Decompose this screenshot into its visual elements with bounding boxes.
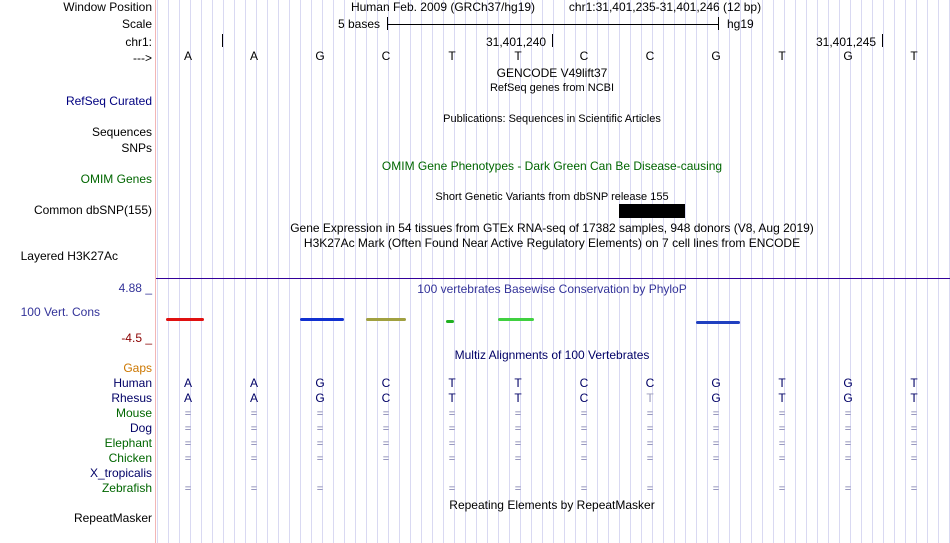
- species-label-zebrafish[interactable]: Zebrafish: [101, 481, 152, 495]
- ruler-coord-2: 31,401,245: [816, 35, 877, 49]
- grid-line: [421, 0, 422, 543]
- alignment-base: =: [844, 408, 852, 420]
- alignment-base: A: [249, 376, 258, 390]
- alignment-base: =: [646, 438, 654, 450]
- grid-line: [223, 0, 224, 543]
- alignment-base: T: [910, 391, 918, 405]
- grid-line: [399, 0, 400, 543]
- alignment-base: =: [316, 423, 324, 435]
- base-letter: G: [843, 49, 853, 63]
- base-letter: A: [183, 49, 192, 63]
- scale-bases-label: 5 bases: [338, 17, 381, 31]
- gencode-track-title[interactable]: GENCODE V49lift37: [496, 66, 608, 80]
- alignment-base: =: [646, 483, 654, 495]
- refseq-curated-label[interactable]: RefSeq Curated: [65, 94, 152, 108]
- phylop-signal: [446, 320, 454, 323]
- alignment-base: =: [250, 483, 258, 495]
- cons-max-label: 4.88 _: [118, 281, 152, 295]
- snps-label[interactable]: SNPs: [121, 141, 152, 155]
- alignment-base: =: [580, 423, 588, 435]
- alignment-base: A: [183, 391, 192, 405]
- alignment-base: =: [580, 438, 588, 450]
- grid-line: [465, 0, 466, 543]
- conservation-top-rule: [156, 278, 950, 279]
- alignment-base: =: [316, 438, 324, 450]
- ruler-coord-1: 31,401,240: [486, 35, 547, 49]
- grid-line: [333, 0, 334, 543]
- alignment-base: =: [250, 408, 258, 420]
- alignment-base: =: [514, 453, 522, 465]
- grid-line: [663, 0, 664, 543]
- grid-line: [344, 0, 345, 543]
- alignment-base: C: [645, 376, 655, 390]
- species-label-mouse[interactable]: Mouse: [115, 406, 152, 420]
- alignment-base: A: [249, 391, 258, 405]
- grid-line: [630, 0, 631, 543]
- species-label-chicken[interactable]: Chicken: [108, 451, 152, 465]
- alignment-base: =: [448, 483, 456, 495]
- alignment-base: =: [382, 408, 390, 420]
- alignment-base: =: [712, 408, 720, 420]
- base-letter: T: [514, 49, 522, 63]
- alignment-base: =: [448, 438, 456, 450]
- phylop-signal: [366, 318, 406, 321]
- dbsnp-track-desc[interactable]: Short Genetic Variants from dbSNP release 155: [435, 191, 669, 203]
- grid-line: [201, 0, 202, 543]
- grid-line: [894, 0, 895, 543]
- track-image[interactable]: [156, 0, 950, 543]
- grid-line: [938, 0, 939, 543]
- alignment-base: =: [580, 408, 588, 420]
- grid-line: [828, 0, 829, 543]
- alignment-base: =: [646, 453, 654, 465]
- alignment-base: =: [184, 408, 192, 420]
- grid-line: [168, 0, 169, 543]
- gaps-label[interactable]: Gaps: [123, 361, 152, 375]
- alignment-base: =: [514, 423, 522, 435]
- alignment-base: =: [316, 408, 324, 420]
- alignment-base: =: [184, 438, 192, 450]
- grid-line: [278, 0, 279, 543]
- scale-left-tick: [387, 17, 388, 30]
- base-letter: G: [315, 49, 325, 63]
- alignment-base: =: [514, 483, 522, 495]
- grid-line: [762, 0, 763, 543]
- alignment-base: =: [184, 423, 192, 435]
- alignment-base: T: [448, 376, 456, 390]
- alignment-base: T: [910, 376, 918, 390]
- base-letter: T: [778, 49, 786, 63]
- alignment-base: T: [778, 376, 786, 390]
- alignment-base: C: [381, 376, 391, 390]
- sequences-label[interactable]: Sequences: [91, 125, 152, 139]
- alignment-base: =: [844, 423, 852, 435]
- alignment-base: =: [580, 483, 588, 495]
- scale-label[interactable]: Scale: [121, 17, 152, 31]
- grid-line: [212, 0, 213, 543]
- chrom-label[interactable]: chr1:: [125, 35, 152, 49]
- alignment-base: =: [778, 483, 786, 495]
- species-label-rhesus[interactable]: Rhesus: [111, 391, 152, 405]
- refseq-track-desc[interactable]: RefSeq genes from NCBI: [489, 82, 615, 94]
- alignment-base: =: [250, 453, 258, 465]
- alignment-base: T: [514, 391, 522, 405]
- alignment-base: G: [711, 391, 721, 405]
- grid-line: [740, 0, 741, 543]
- alignment-base: =: [712, 438, 720, 450]
- alignment-base: =: [646, 408, 654, 420]
- alignment-base: =: [778, 408, 786, 420]
- alignment-base: T: [778, 391, 786, 405]
- alignment-base: =: [778, 453, 786, 465]
- base-letter: T: [448, 49, 456, 63]
- species-label-human[interactable]: Human: [113, 376, 152, 390]
- alignment-base: =: [910, 408, 918, 420]
- alignment-base: G: [711, 376, 721, 390]
- alignment-base: C: [579, 391, 589, 405]
- alignment-base: =: [646, 423, 654, 435]
- grid-line: [366, 0, 367, 543]
- alignment-base: =: [250, 423, 258, 435]
- alignment-base: =: [448, 408, 456, 420]
- ruler-tick: [882, 34, 883, 47]
- grid-line: [751, 0, 752, 543]
- phylop-signal: [696, 321, 740, 324]
- alignment-base: =: [382, 423, 390, 435]
- grid-line: [476, 0, 477, 543]
- grid-line: [685, 0, 686, 543]
- alignment-base: =: [514, 438, 522, 450]
- alignment-base: =: [910, 423, 918, 435]
- grid-line: [487, 0, 488, 543]
- grid-line: [674, 0, 675, 543]
- scale-bar: [387, 24, 718, 25]
- alignment-base: =: [382, 453, 390, 465]
- alignment-base: =: [316, 483, 324, 495]
- alignment-base: =: [844, 453, 852, 465]
- grid-line: [432, 0, 433, 543]
- grid-line: [289, 0, 290, 543]
- scale-right-tick: [718, 17, 719, 30]
- alignment-base: =: [910, 483, 918, 495]
- alignment-base: =: [580, 453, 588, 465]
- grid-line: [234, 0, 235, 543]
- alignment-base: A: [183, 376, 192, 390]
- grid-line: [817, 0, 818, 543]
- alignment-base: G: [843, 376, 853, 390]
- base-letter: C: [645, 49, 655, 63]
- phylop-track-title[interactable]: 100 vertebrates Basewise Conservation by PhyloP: [417, 282, 687, 296]
- grid-line: [927, 0, 928, 543]
- base-letter: G: [711, 49, 721, 63]
- alignment-base: =: [316, 453, 324, 465]
- alignment-base: C: [381, 391, 391, 405]
- alignment-base: =: [184, 483, 192, 495]
- cons-min-label: -4.5 _: [121, 331, 152, 345]
- grid-line: [861, 0, 862, 543]
- alignment-base: T: [646, 391, 654, 405]
- grid-line: [157, 0, 158, 543]
- assembly-title: Human Feb. 2009 (GRCh37/hg19): [350, 0, 536, 14]
- track-labels: [0, 0, 155, 543]
- grid-line: [872, 0, 873, 543]
- alignment-base: =: [778, 423, 786, 435]
- alignment-base: =: [712, 483, 720, 495]
- gtex-track-desc[interactable]: Gene Expression in 54 tissues from GTEx RNA-seq of 17382 samples, 948 donors (V8, Aug 2019): [290, 221, 814, 235]
- alignment-base: =: [844, 438, 852, 450]
- grid-line: [300, 0, 301, 543]
- alignment-base: =: [778, 438, 786, 450]
- strand-toggle[interactable]: --->: [133, 51, 152, 65]
- species-label-x_tropicalis[interactable]: X_tropicalis: [89, 466, 152, 480]
- alignment-base: =: [250, 438, 258, 450]
- grid-line: [267, 0, 268, 543]
- multiz-track-title[interactable]: Multiz Alignments of 100 Vertebrates: [454, 348, 650, 362]
- grid-line: [619, 0, 620, 543]
- grid-line: [883, 0, 884, 543]
- snp-feature[interactable]: [619, 204, 685, 218]
- grid-line: [729, 0, 730, 543]
- alignment-base: =: [514, 408, 522, 420]
- alignment-base: =: [712, 423, 720, 435]
- repeatmasker-label[interactable]: RepeatMasker: [73, 511, 152, 525]
- alignment-base: =: [910, 438, 918, 450]
- repeatmasker-track-desc[interactable]: Repeating Elements by RepeatMasker: [449, 498, 655, 512]
- base-letter: A: [249, 49, 258, 63]
- alignment-base: T: [514, 376, 522, 390]
- alignment-base: =: [448, 453, 456, 465]
- base-letter: C: [381, 49, 391, 63]
- phylop-signal: [166, 318, 204, 321]
- alignment-base: T: [448, 391, 456, 405]
- alignment-base: =: [382, 438, 390, 450]
- publications-track-desc[interactable]: Publications: Sequences in Scientific Articles: [443, 113, 661, 125]
- grid-line: [696, 0, 697, 543]
- alignment-base: G: [315, 391, 325, 405]
- layered-h3k27ac-label[interactable]: Layered H3K27Ac: [20, 249, 118, 263]
- alignment-base: =: [844, 483, 852, 495]
- species-label-dog[interactable]: Dog: [129, 421, 152, 435]
- alignment-base: =: [184, 453, 192, 465]
- grid-line: [410, 0, 411, 543]
- grid-line: [806, 0, 807, 543]
- alignment-base: C: [579, 376, 589, 390]
- alignment-base: =: [712, 453, 720, 465]
- omim-track-desc[interactable]: OMIM Gene Phenotypes - Dark Green Can Be Disease-causing: [381, 159, 723, 173]
- base-letter: C: [579, 49, 589, 63]
- phylop-signal: [498, 318, 534, 321]
- alignment-base: G: [843, 391, 853, 405]
- alignment-base: G: [315, 376, 325, 390]
- grid-line: [355, 0, 356, 543]
- vert-cons-label[interactable]: 100 Vert. Cons: [20, 305, 100, 319]
- position-range: chr1:31,401,235-31,401,246 (12 bp): [568, 0, 762, 14]
- ruler-tick: [222, 34, 223, 47]
- window-position-label[interactable]: Window Position: [63, 0, 152, 14]
- omim-genes-label[interactable]: OMIM Genes: [80, 172, 152, 186]
- species-label-elephant[interactable]: Elephant: [104, 436, 152, 450]
- common-dbsnp-label[interactable]: Common dbSNP(155): [33, 203, 152, 217]
- base-letter: T: [910, 49, 918, 63]
- alignment-base: =: [910, 453, 918, 465]
- alignment-base: =: [448, 423, 456, 435]
- phylop-signal: [300, 318, 344, 321]
- grid-line: [795, 0, 796, 543]
- ruler-tick: [552, 34, 553, 47]
- scale-assembly-label: hg19: [727, 17, 754, 31]
- h3k27ac-track-desc[interactable]: H3K27Ac Mark (Often Found Near Active Regulatory Elements) on 7 cell lines from ENCODE: [303, 236, 801, 250]
